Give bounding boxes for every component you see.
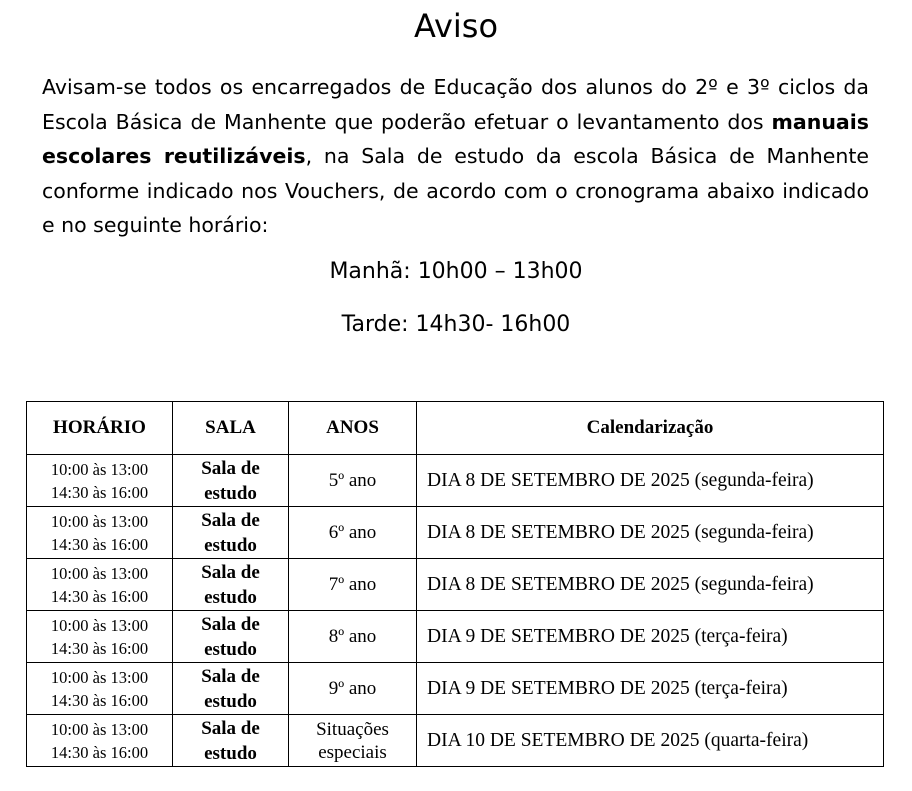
- hours-cell: [27, 559, 173, 611]
- year-cell: [289, 611, 417, 663]
- afternoon-hours: 14:30 às 16:00: [50, 586, 149, 606]
- year-line-1: 6º ano: [328, 522, 377, 543]
- table-row: [27, 559, 884, 611]
- header-calendarizacao: Calendarização: [417, 402, 884, 455]
- morning-hours: 10:00 às 13:00: [50, 615, 149, 635]
- afternoon-hours: 14:30 às 16:00: [50, 742, 149, 762]
- header-horario: HORÁRIO: [27, 402, 173, 455]
- year-line-1: 9º ano: [328, 678, 377, 699]
- room-line-2: estudo: [204, 638, 257, 660]
- notice-text-end: , na Sala de estudo da escola Básica de Manhente conforme indicado nos Vouchers, de acordo com o cronograma abaixo indicado e no seguinte horário:: [42, 144, 869, 237]
- room-cell: [173, 663, 289, 715]
- room-cell: [173, 455, 289, 507]
- morning-hours: 10:00 às 13:00: [50, 459, 149, 479]
- date-cell: DIA 9 DE SETEMBRO DE 2025 (terça-feira): [417, 611, 884, 663]
- afternoon-hours: 14:30 às 16:00: [50, 534, 149, 554]
- morning-hours: 10:00 às 13:00: [50, 667, 149, 687]
- table-row: [27, 455, 884, 507]
- date-cell: DIA 10 DE SETEMBRO DE 2025 (quarta-feira): [417, 715, 884, 767]
- room-line-2: estudo: [204, 482, 257, 504]
- afternoon-hours: 14:30 às 16:00: [50, 690, 149, 710]
- year-line-1: 7º ano: [328, 574, 377, 595]
- year-cell: [289, 507, 417, 559]
- morning-hours: 10:00 às 13:00: [50, 563, 149, 583]
- hours-cell: [27, 611, 173, 663]
- morning-schedule: Manhã: 10h00 – 13h00: [329, 259, 583, 284]
- room-line-1: Sala de: [201, 665, 260, 687]
- page-title: Aviso: [413, 7, 499, 45]
- hours-cell: [27, 455, 173, 507]
- afternoon-schedule: Tarde: 14h30- 16h00: [341, 312, 571, 337]
- year-cell: [289, 455, 417, 507]
- notice-paragraph: [42, 70, 869, 243]
- room-cell: [173, 507, 289, 559]
- room-cell: [173, 559, 289, 611]
- room-line-1: Sala de: [201, 561, 260, 583]
- hours-cell: [27, 663, 173, 715]
- afternoon-hours: 14:30 às 16:00: [50, 638, 149, 658]
- date-cell: DIA 9 DE SETEMBRO DE 2025 (terça-feira): [417, 663, 884, 715]
- hours-cell: [27, 715, 173, 767]
- calendar-table: [26, 401, 884, 767]
- room-line-2: estudo: [204, 690, 257, 712]
- hours-cell: [27, 507, 173, 559]
- room-line-1: Sala de: [201, 613, 260, 635]
- date-cell: DIA 8 DE SETEMBRO DE 2025 (segunda-feira): [417, 455, 884, 507]
- room-cell: [173, 611, 289, 663]
- room-line-1: Sala de: [201, 457, 260, 479]
- year-line-2: especiais: [318, 741, 387, 763]
- year-cell: [289, 663, 417, 715]
- morning-hours: 10:00 às 13:00: [50, 719, 149, 739]
- afternoon-hours: 14:30 às 16:00: [50, 482, 149, 502]
- year-line-1: 8º ano: [328, 626, 377, 647]
- table-row: [27, 611, 884, 663]
- table-row: [27, 507, 884, 559]
- year-cell: [289, 715, 417, 767]
- notice-text-start: Avisam-se todos os encarregados de Educação dos alunos do 2º e 3º ciclos da Escola Básica de Manhente que poderão efetuar o levantamento dos: [42, 75, 869, 134]
- room-line-1: Sala de: [201, 717, 260, 739]
- room-line-2: estudo: [204, 534, 257, 556]
- year-line-1: 5º ano: [328, 470, 377, 491]
- morning-hours: 10:00 às 13:00: [50, 511, 149, 531]
- table-row: [27, 663, 884, 715]
- room-cell: [173, 715, 289, 767]
- room-line-1: Sala de: [201, 509, 260, 531]
- notice-text-bold: manuais escolares reutilizáveis: [42, 109, 869, 168]
- header-anos: ANOS: [289, 402, 417, 455]
- date-cell: DIA 8 DE SETEMBRO DE 2025 (segunda-feira): [417, 507, 884, 559]
- table-row: [27, 715, 884, 767]
- date-cell: DIA 8 DE SETEMBRO DE 2025 (segunda-feira): [417, 559, 884, 611]
- room-line-2: estudo: [204, 742, 257, 764]
- header-sala: SALA: [173, 402, 289, 455]
- year-line-1: Situações: [316, 718, 389, 740]
- year-cell: [289, 559, 417, 611]
- table-header-row: [27, 402, 884, 455]
- room-line-2: estudo: [204, 586, 257, 608]
